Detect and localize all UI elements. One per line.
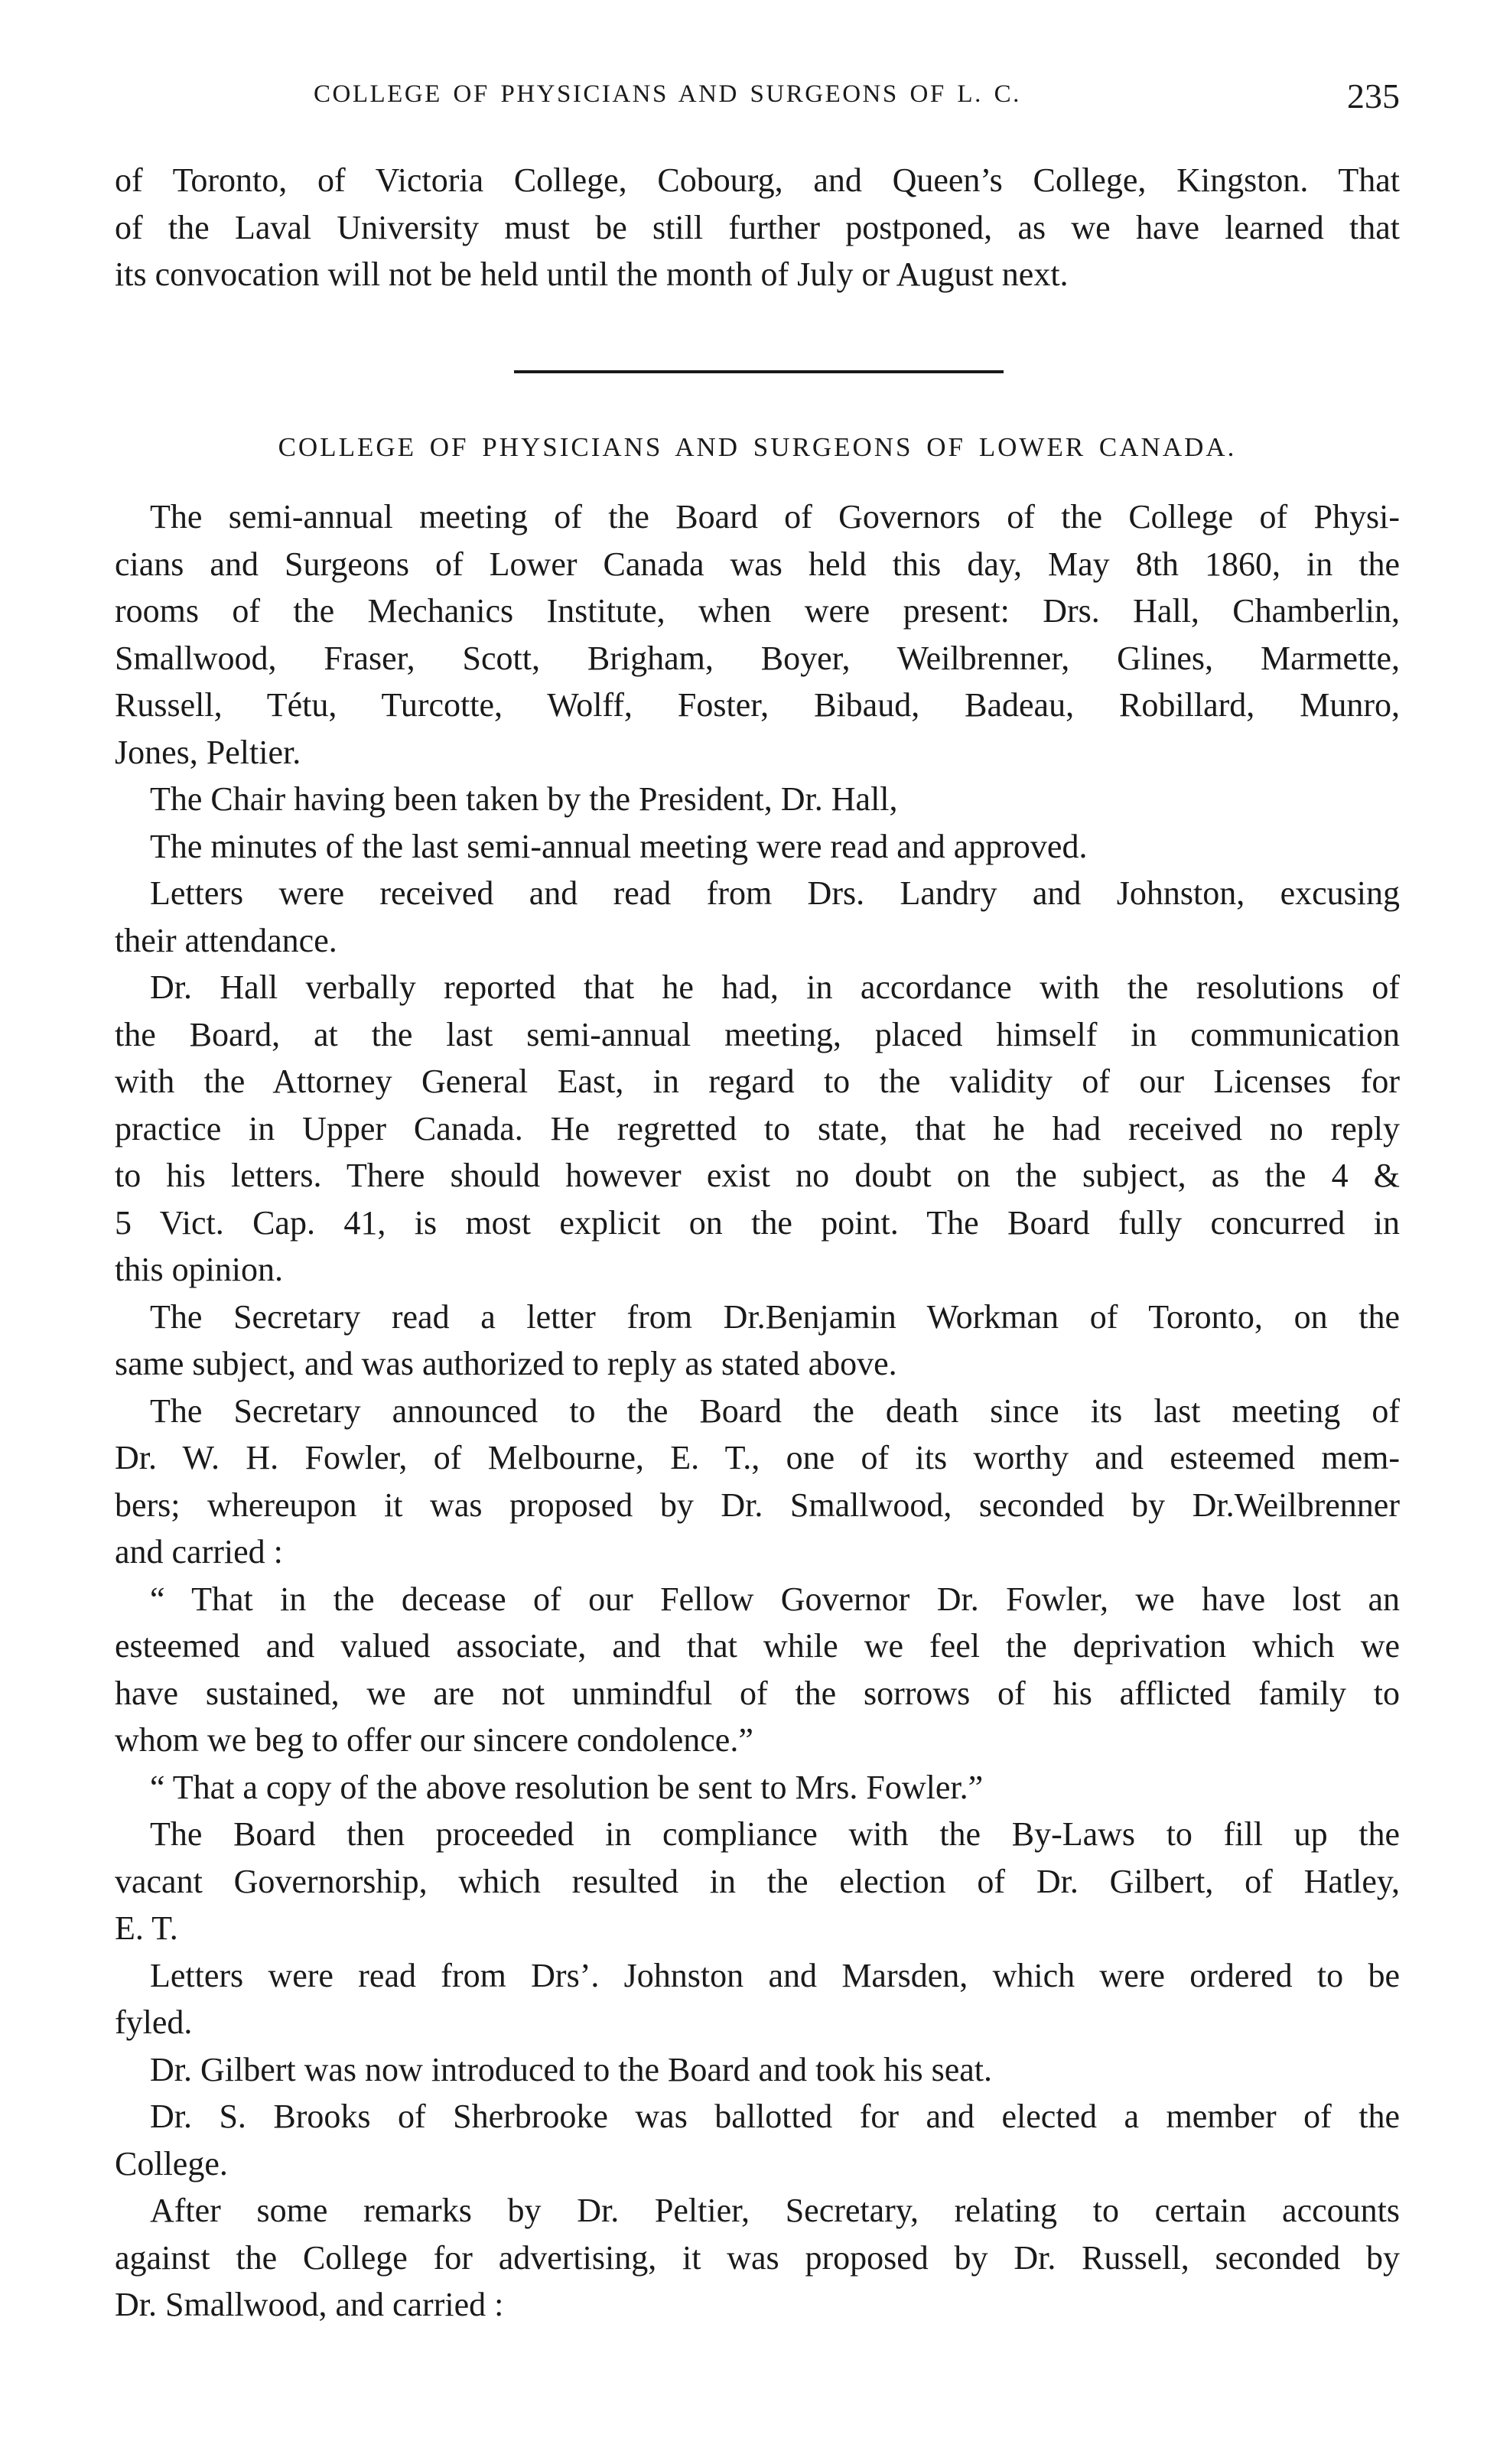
text-line: fyled.	[115, 2003, 193, 2041]
text-line: with the Attorney General East, in regard to the validity of our Licenses for	[115, 1063, 1400, 1100]
text-line: College.	[115, 2144, 228, 2182]
text-line: After some remarks by Dr. Peltier, Secretary, relating to certain accounts	[150, 2192, 1400, 2229]
intro-paragraph	[115, 157, 1400, 298]
text-line: bers; whereupon it was proposed by Dr. Smallwood, seconded by Dr.Weilbrenner	[115, 1486, 1400, 1524]
text-line: of Toronto, of Victoria College, Cobourg, and Queen’s College, Kingston. That	[115, 161, 1400, 199]
text-line: Jones, Peltier.	[115, 733, 301, 771]
text-line: cians and Surgeons of Lower Canada was held this day, May 8th 1860, in the	[115, 545, 1400, 583]
text-line: rooms of the Mechanics Institute, when were present: Drs. Hall, Chamberlin,	[115, 592, 1400, 630]
text-line: The semi-annual meeting of the Board of Governors of the College of Physi-	[150, 498, 1400, 535]
text-line: “ That a copy of the above resolution be sent to Mrs. Fowler.”	[150, 1768, 984, 1806]
text-line: have sustained, we are not unmindful of the sorrows of his afflicted family to	[115, 1674, 1400, 1712]
text-line: The Chair having been taken by the President, Dr. Hall,	[150, 780, 898, 818]
text-line: its convocation will not be held until the month of July or August next.	[115, 256, 1069, 293]
running-head: COLLEGE OF PHYSICIANS AND SURGEONS OF L. C.	[314, 80, 1021, 108]
text-line: Letters were read from Drs’. Johnston and Marsden, which were ordered to be	[150, 1956, 1400, 1994]
text-line: The Board then proceeded in compliance with the By-Laws to fill up the	[150, 1815, 1400, 1853]
text-line: this opinion.	[115, 1251, 284, 1288]
text-line: practice in Upper Canada. He regretted to state, that he had received no reply	[115, 1109, 1400, 1147]
text-line: same subject, and was authorized to reply as stated above.	[115, 1345, 897, 1382]
text-line: the Board, at the last semi-annual meeting, placed himself in communication	[115, 1015, 1400, 1053]
text-line: to his letters. There should however exist no doubt on the subject, as the 4 &	[115, 1157, 1400, 1194]
text-line: Dr. Hall verbally reported that he had, in accordance with the resolutions of	[150, 968, 1400, 1006]
text-line: The Secretary read a letter from Dr.Benjamin Workman of Toronto, on the	[150, 1297, 1400, 1336]
text-line: their attendance.	[115, 921, 337, 959]
text-line: Dr. Smallwood, and carried :	[115, 2286, 504, 2323]
text-line: E. T.	[115, 1909, 178, 1947]
text-line: The Secretary announced to the Board the death since its last meeting of	[150, 1391, 1400, 1430]
text-line: Dr. Gilbert was now introduced to the Board and took his seat.	[150, 2050, 993, 2088]
article-body	[115, 493, 1400, 2329]
text-line: Letters were received and read from Drs. Landry and Johnston, excusing	[150, 874, 1400, 912]
text-line: Dr. S. Brooks of Sherbrooke was ballotted for and elected a member of the	[150, 2098, 1400, 2135]
section-heading: COLLEGE OF PHYSICIANS AND SURGEONS OF LOWER CANADA.	[278, 432, 1237, 462]
text-line: against the College for advertising, it was proposed by Dr. Russell, seconded by	[115, 2238, 1400, 2277]
page-number: 235	[1347, 76, 1400, 116]
text-line: The minutes of the last semi-annual meeting were read and approved.	[150, 827, 1088, 865]
text-line: of the Laval University must be still further postponed, as we have learned that	[115, 208, 1400, 246]
text-line: Smallwood, Fraser, Scott, Brigham, Boyer, Weilbrenner, Glines, Marmette,	[115, 639, 1400, 677]
text-line: whom we beg to offer our sincere condolence.”	[115, 1721, 753, 1759]
text-line: 5 Vict. Cap. 41, is most explicit on the point. The Board fully concurred in	[115, 1203, 1400, 1242]
text-line: “ That in the decease of our Fellow Governor Dr. Fowler, we have lost an	[150, 1580, 1400, 1618]
text-line: vacant Governorship, which resulted in the election of Dr. Gilbert, of Hatley,	[115, 1862, 1400, 1900]
text-line: esteemed and valued associate, and that while we feel the deprivation which we	[115, 1627, 1400, 1665]
page-header	[115, 76, 1400, 126]
text-line: and carried :	[115, 1533, 283, 1571]
section-divider	[514, 370, 1004, 373]
text-line: Russell, Tétu, Turcotte, Wolff, Foster, Bibaud, Badeau, Robillard, Munro,	[115, 686, 1400, 724]
text-line: Dr. W. H. Fowler, of Melbourne, E. T., one of its worthy and esteemed mem-	[115, 1439, 1400, 1476]
